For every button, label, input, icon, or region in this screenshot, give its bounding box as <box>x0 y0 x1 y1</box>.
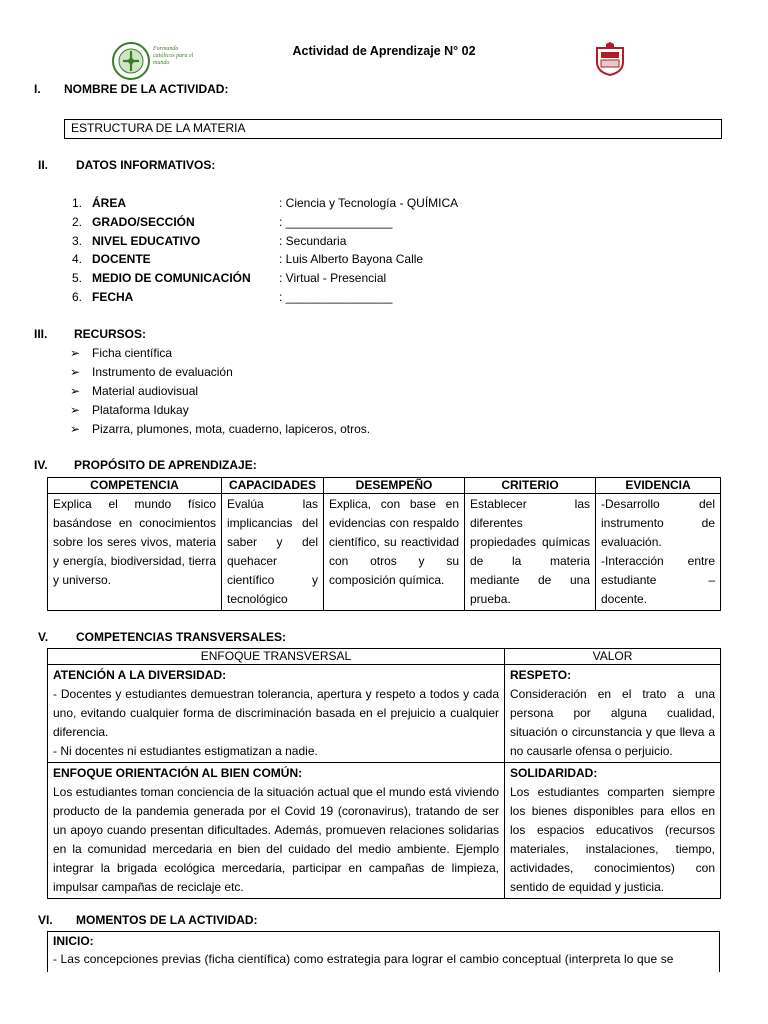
section-label: COMPETENCIAS TRANSVERSALES: <box>76 630 287 644</box>
table-row <box>48 763 721 899</box>
valor-cell <box>505 763 721 899</box>
arrow-bullet-icon: ➢ <box>70 403 81 417</box>
info-row-fecha: 6. FECHA : ________________ <box>71 290 393 304</box>
activity-name-box <box>64 119 722 139</box>
section-label: PROPÓSITO DE APRENDIZAJE: <box>74 458 257 472</box>
valor-title: RESPETO: <box>510 668 572 682</box>
enfoque-text: Los estudiantes toman conciencia de la situación actual que el mundo está viviendo producto de la pandemia generada por el Covid 19 (coronavirus), tratando de ser un apoyo cuando presentan dificultades. Además, promueven relaciones solidarias en la comunidad mercedaria en bien del cuidado del medio ambiente. Ejemplo integrar la brigada ecológica mercedaria, participar en campañas de limpieza, impulsar campañas de reciclaje etc. <box>53 785 499 894</box>
info-row-grado: 2. GRADO/SECCIÓN : ________________ <box>71 215 393 229</box>
learning-purpose-table <box>47 477 721 611</box>
school-crest <box>594 42 626 76</box>
section-number: IV. <box>34 458 48 472</box>
column-header: CAPACIDADES <box>222 478 324 494</box>
section-label: MOMENTOS DE LA ACTIVIDAD: <box>76 913 258 927</box>
info-row-medio: 5. MEDIO DE COMUNICACIÓN : Virtual - Presencial <box>71 271 387 285</box>
section-1-heading <box>34 82 334 98</box>
desempeno-cell: Explica, con base en evidencias con respaldo científico, su reactividad con otros y su composición química. <box>324 494 465 611</box>
logo-motto: Formando católicos para el mundo <box>153 46 194 66</box>
table-row <box>48 665 721 763</box>
column-header: DESEMPEÑO <box>324 478 465 494</box>
section-number: I. <box>34 82 41 96</box>
valor-title: SOLIDARIDAD: <box>510 766 598 780</box>
column-header: VALOR <box>505 649 721 665</box>
column-header: ENFOQUE TRANSVERSAL <box>48 649 505 665</box>
section-4-heading <box>34 458 334 474</box>
activity-moments-box <box>47 931 720 972</box>
arrow-bullet-icon: ➢ <box>70 365 81 379</box>
section-label: RECURSOS: <box>74 327 147 341</box>
enfoque-title: ENFOQUE ORIENTACIÓN AL BIEN COMÚN: <box>53 766 303 780</box>
arrow-bullet-icon: ➢ <box>70 422 81 436</box>
capacidades-cell: Evalúa las implicancias del saber y del quehacer científico y tecnológico <box>222 494 324 611</box>
table-header-row <box>48 649 721 665</box>
valor-cell <box>505 665 721 763</box>
column-header: CRITERIO <box>465 478 596 494</box>
transversal-competencies-table <box>47 648 721 899</box>
table-header-row <box>48 478 721 494</box>
criterio-cell: Establecer las diferentes propiedades químicas de la materia mediante de una prueba. <box>465 494 596 611</box>
enfoque-title: ATENCIÓN A LA DIVERSIDAD: <box>53 668 227 682</box>
enfoque-cell <box>48 763 505 899</box>
valor-text: Los estudiantes comparten siempre los bienes disponibles para ellos en los espacios educativos (recursos materiales, instalaciones, tiempo, actividades, conocimientos) con sentido de equidad y justicia. <box>510 785 715 894</box>
inicio-text: - Las concepciones previas (ficha científica) como estrategia para lograr el cambio conceptual (interpreta lo que se <box>53 952 674 966</box>
arrow-bullet-icon: ➢ <box>70 346 81 360</box>
competencia-cell: Explica el mundo físico basándose en conocimientos sobre los seres vivos, materia y energía, biodiversidad, tierra y universo. <box>48 494 222 611</box>
table-row <box>48 494 721 611</box>
info-row-docente: 4. DOCENTE : Luis Alberto Bayona Calle <box>71 252 424 266</box>
section-number: VI. <box>38 913 53 927</box>
enfoque-text: - Docentes y estudiantes demuestran tolerancia, apertura y respeto a todos y cada uno, evitando cualquier forma de discriminación basada en el prejuicio a cualquier diferencia. - Ni docentes ni estudiantes estigmatizan a nadie. <box>53 687 499 758</box>
activity-name: ESTRUCTURA DE LA MATERIA <box>71 121 246 135</box>
page-title: Actividad de Aprendizaje N° 02 <box>292 44 476 58</box>
section-label: DATOS INFORMATIVOS: <box>76 158 216 172</box>
section-6-heading <box>38 913 338 929</box>
section-label: NOMBRE DE LA ACTIVIDAD: <box>64 82 229 96</box>
section-number: III. <box>34 327 48 341</box>
section-2-heading <box>38 158 338 174</box>
valor-text: Consideración en el trato a una persona por alguna cualidad, situación o circunstancia y que lleva a no causarle ofensa o perjuicio. <box>510 687 715 758</box>
info-row-area: 1. ÁREA : Ciencia y Tecnología - QUÍMICA <box>71 196 459 210</box>
enfoque-cell <box>48 665 505 763</box>
arrow-bullet-icon: ➢ <box>70 384 81 398</box>
section-3-heading <box>34 327 334 343</box>
evidencia-cell: -Desarrollo del instrumento de evaluación. -Interacción entre estudiante – docente. <box>596 494 721 611</box>
info-row-nivel: 3. NIVEL EDUCATIVO : Secundaria <box>71 234 347 248</box>
column-header: EVIDENCIA <box>596 478 721 494</box>
column-header: COMPETENCIA <box>48 478 222 494</box>
section-5-heading <box>38 630 338 646</box>
section-number: II. <box>38 158 49 172</box>
inicio-title: INICIO: <box>53 934 94 948</box>
section-number: V. <box>38 630 49 644</box>
